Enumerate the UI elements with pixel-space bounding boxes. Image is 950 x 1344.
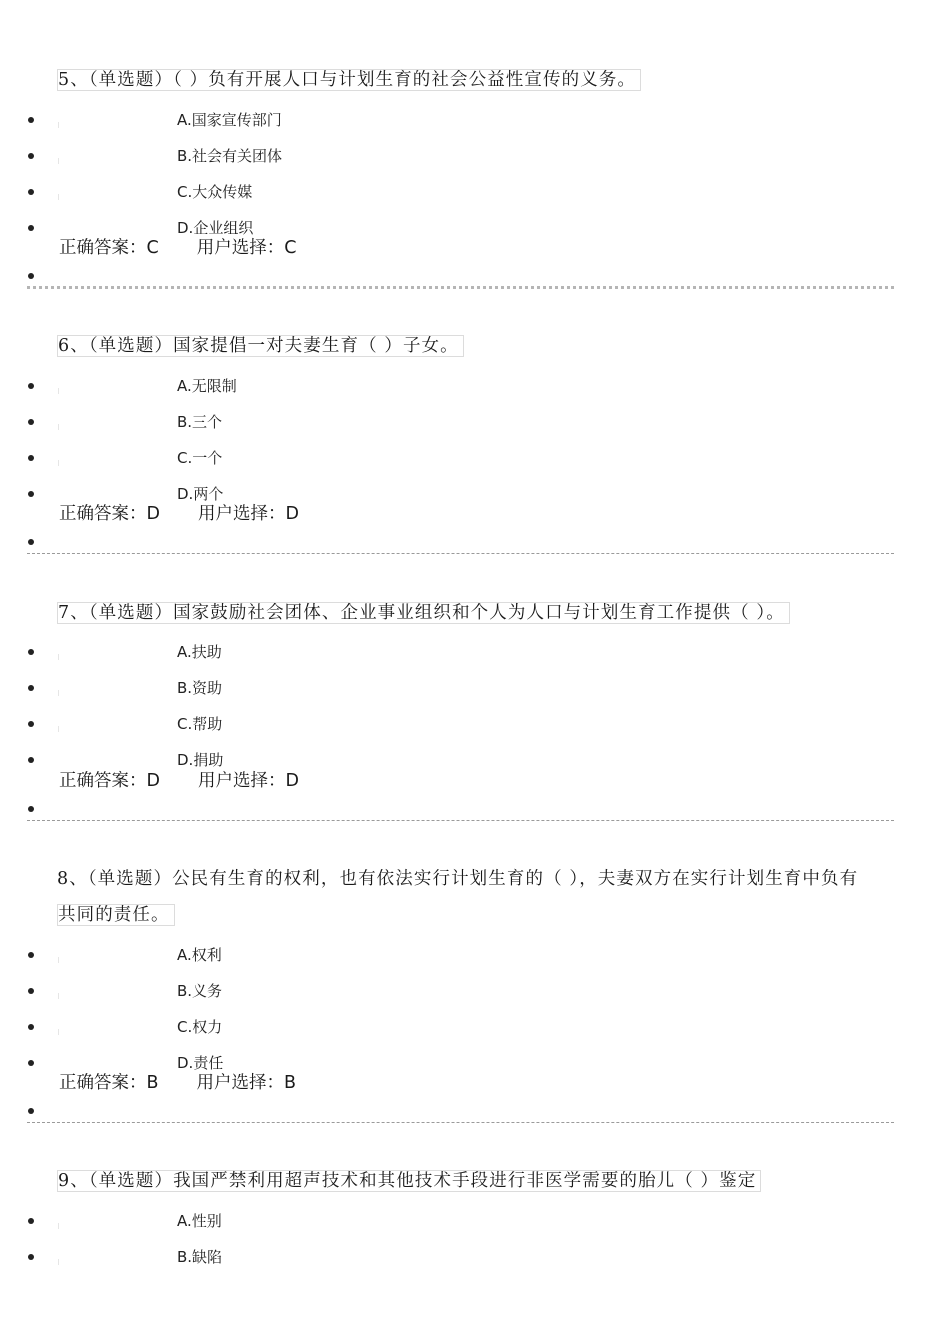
- radio-mark: [58, 726, 59, 732]
- question-text: [57, 595, 893, 631]
- user-choice-value: D: [285, 504, 299, 524]
- correct-answer-label: 正确答案：: [59, 1073, 147, 1093]
- option-label: C.大众传媒: [177, 183, 253, 201]
- option-label: A.性别: [177, 1212, 222, 1230]
- option-label: B.三个: [177, 413, 223, 431]
- user-choice-value: B: [284, 1073, 297, 1093]
- bullet-icon: [28, 117, 34, 123]
- answer-line: [59, 1071, 296, 1095]
- question-text-continued: [57, 897, 893, 933]
- question-text: [57, 861, 893, 897]
- option-label: D.责任: [177, 1054, 224, 1072]
- user-choice-label: 用户选择：: [196, 238, 285, 258]
- option-label: B.社会有关团体: [177, 147, 283, 165]
- option-label: A.国家宣传部门: [177, 111, 282, 129]
- option-a[interactable]: [0, 374, 600, 398]
- radio-mark: [58, 993, 59, 999]
- radio-mark: [58, 194, 59, 200]
- option-c[interactable]: [0, 712, 600, 736]
- radio-mark: [58, 1259, 59, 1265]
- bullet-icon: [28, 1060, 34, 1066]
- correct-answer-label: 正确答案：: [59, 238, 147, 258]
- option-a[interactable]: [0, 640, 600, 664]
- bullet-icon: [28, 806, 34, 812]
- separator: [27, 553, 894, 554]
- radio-mark: [58, 654, 59, 660]
- option-a[interactable]: [0, 943, 600, 967]
- user-choice-label: 用户选择：: [196, 1073, 285, 1093]
- option-label: C.帮助: [177, 715, 223, 733]
- correct-answer-value: D: [146, 504, 160, 524]
- radio-mark: [58, 122, 59, 128]
- question-text-line-1: 8、（单选题）公民有生育的权利，也有依法实行计划生育的（ ），夫妻双方在实行计划生育中负有: [57, 869, 859, 889]
- option-label: D.两个: [177, 485, 224, 503]
- radio-mark: [58, 690, 59, 696]
- correct-answer-value: B: [146, 1073, 159, 1093]
- option-label: C.一个: [177, 449, 223, 467]
- bullet-icon: [28, 1024, 34, 1030]
- bullet-icon: [28, 1254, 34, 1260]
- question-text: [57, 62, 893, 98]
- option-b[interactable]: [0, 979, 600, 1003]
- user-choice-label: 用户选择：: [197, 771, 286, 791]
- bullet-icon: [28, 419, 34, 425]
- separator: [27, 1122, 894, 1123]
- option-label: B.缺陷: [177, 1248, 223, 1266]
- empty-list-item: [0, 264, 600, 288]
- option-label: B.义务: [177, 982, 223, 1000]
- empty-list-item: [0, 530, 600, 554]
- option-label: D.企业组织: [177, 219, 254, 237]
- answer-line: [59, 502, 299, 526]
- correct-answer-label: 正确答案：: [59, 771, 147, 791]
- radio-mark: [58, 1223, 59, 1229]
- empty-list-item: [0, 1099, 600, 1123]
- bullet-icon: [28, 153, 34, 159]
- question-text: [57, 328, 893, 364]
- question-text-content: 5、（单选题）（ ）负有开展人口与计划生育的社会公益性宣传的义务。: [57, 69, 641, 91]
- option-label: D.捐助: [177, 751, 224, 769]
- option-c[interactable]: [0, 446, 600, 470]
- option-label: C.权力: [177, 1018, 223, 1036]
- bullet-icon: [28, 649, 34, 655]
- question-text: [57, 1163, 893, 1199]
- correct-answer-label: 正确答案：: [59, 504, 147, 524]
- answer-line: [59, 769, 299, 793]
- option-c[interactable]: [0, 1015, 600, 1039]
- option-b[interactable]: [0, 144, 600, 168]
- user-choice-value: C: [284, 238, 297, 258]
- empty-list-item: [0, 797, 600, 821]
- radio-mark: [58, 957, 59, 963]
- option-a[interactable]: [0, 1209, 600, 1233]
- correct-answer-value: D: [146, 771, 160, 791]
- separator: [27, 286, 894, 289]
- bullet-icon: [28, 952, 34, 958]
- option-c[interactable]: [0, 180, 600, 204]
- radio-mark: [58, 388, 59, 394]
- user-choice-label: 用户选择：: [197, 504, 286, 524]
- radio-mark: [58, 1029, 59, 1035]
- option-b[interactable]: [0, 676, 600, 700]
- bullet-icon: [28, 225, 34, 231]
- correct-answer-value: C: [146, 238, 159, 258]
- radio-mark: [58, 460, 59, 466]
- question-text-content: 6、（单选题）国家提倡一对夫妻生育（ ）子女。: [57, 335, 464, 357]
- option-a[interactable]: [0, 108, 600, 132]
- user-choice-value: D: [285, 771, 299, 791]
- option-label: B.资助: [177, 679, 223, 697]
- option-b[interactable]: [0, 1245, 600, 1269]
- bullet-icon: [28, 189, 34, 195]
- question-text-line-2: 共同的责任。: [57, 904, 175, 926]
- bullet-icon: [28, 491, 34, 497]
- separator: [27, 820, 894, 821]
- option-label: A.无限制: [177, 377, 237, 395]
- bullet-icon: [28, 1218, 34, 1224]
- answer-line: [59, 236, 296, 260]
- bullet-icon: [28, 273, 34, 279]
- bullet-icon: [28, 455, 34, 461]
- bullet-icon: [28, 685, 34, 691]
- radio-mark: [58, 158, 59, 164]
- option-label: A.权利: [177, 946, 222, 964]
- question-text-content: 7、（单选题）国家鼓励社会团体、企业事业组织和个人为人口与计划生育工作提供（ ）。: [57, 602, 790, 624]
- bullet-icon: [28, 383, 34, 389]
- bullet-icon: [28, 757, 34, 763]
- option-label: A.扶助: [177, 643, 222, 661]
- bullet-icon: [28, 1108, 34, 1114]
- bullet-icon: [28, 988, 34, 994]
- radio-mark: [58, 424, 59, 430]
- option-b[interactable]: [0, 410, 600, 434]
- question-text-content: 9、（单选题）我国严禁利用超声技术和其他技术手段进行非医学需要的胎儿（ ）鉴定: [57, 1170, 761, 1192]
- bullet-icon: [28, 539, 34, 545]
- bullet-icon: [28, 721, 34, 727]
